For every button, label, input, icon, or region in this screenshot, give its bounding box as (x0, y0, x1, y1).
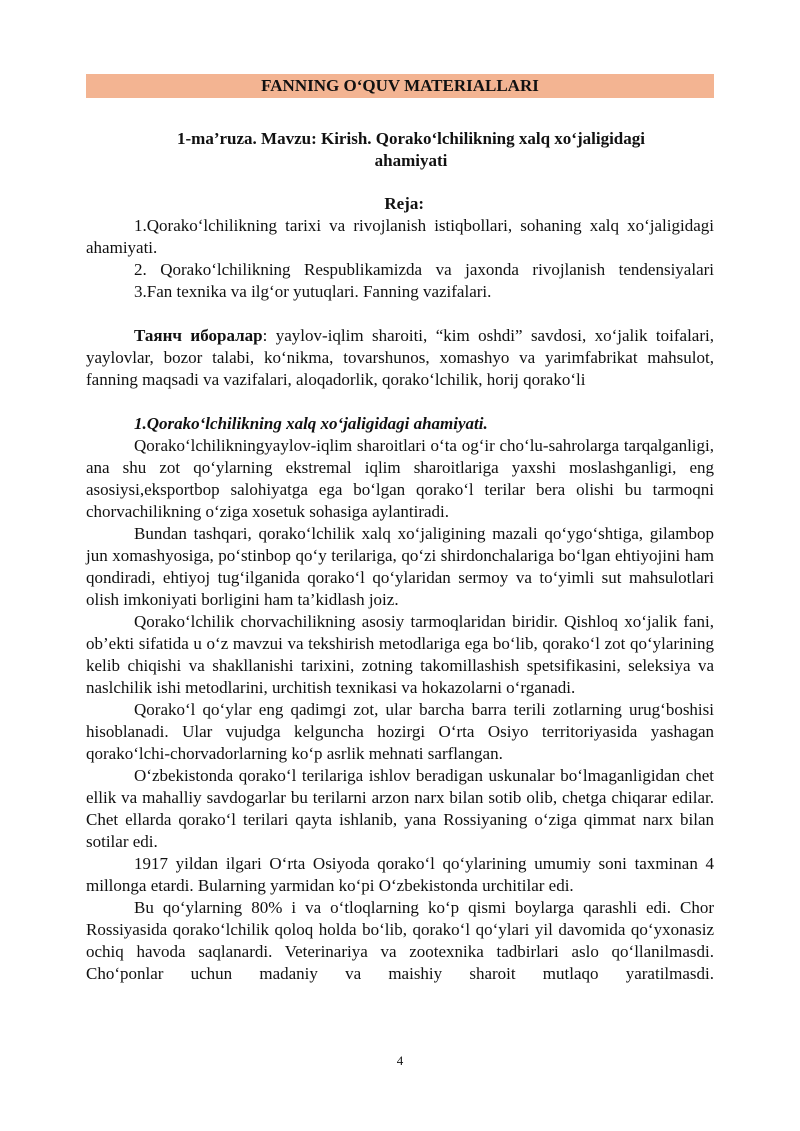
body-paragraph-7: Bu qo‘ylarning 80% i va o‘tloqlarning ko‘p qismi boylarga qarashli edi. Chor Rossiyasida qorako‘lchilik qoloq holda bo‘lib, qorako‘l qo‘ylari yil davomida qo‘yxonasiz ochiq havoda saqlanardi. Veterinariya va zootexnika tadbirlari aslo qo‘llanilmasdi. Cho‘ponlar uchun madaniy va maishiy sharoit mutlaqo yaratilmasdi. (86, 898, 714, 983)
body-paragraph-6: 1917 yildan ilgari O‘rta Osiyoda qorako‘l qo‘ylarining umumiy soni taxminan 4 millonga etardi. Bularning yarmidan ko‘pi O‘zbekistonda urchitilar edi. (86, 854, 714, 895)
spacer (86, 303, 714, 325)
body-paragraph-5: O‘zbekistonda qorako‘l terilariga ishlov beradigan uskunalar bo‘lmaganligidan chet ellik va mahalliy savdogarlar bu terilarni arzon narx bilan sotib olib, chetga chiqarar edilar. Chet ellarda qorako‘l terilari qayta ishlanib, yana Rossiyaning o‘ziga qimmat narx bilan sotilar edi. (86, 766, 714, 851)
lecture-title-line2: ahamiyati (374, 151, 448, 170)
section-banner: FANNING O‘QUV MATERIALLARI (86, 74, 714, 98)
keywords-text: : yaylov-iqlim sharoiti, “kim oshdi” savdosi, xo‘jalik toifalari, yaylovlar, bozor talabi, ko‘nikma, tovarshunos, xomashyo va yarimfabrikat mahsulot, fanning maqsadi va vazifalari, aloqadorlik, qorako‘lchilik, horij qorako‘li (86, 326, 714, 389)
keywords-label: Таянч иборалар (134, 326, 263, 345)
body-paragraph-2: Bundan tashqari, qorako‘lchilik xalq xo‘jaligining mazali qo‘ygo‘shtiga, gilambop jun xomashyosiga, po‘stinbop qo‘y terilariga, qo‘zi shirdonchalariga bo‘lgan ehtiyojini ham qondiradi, ehtiyoj tug‘ilganida qorako‘l qo‘ylaridan sermoy va to‘yimli sut mahsulotlari olish imkoniyati borligini ham ta’kidlash joiz. (86, 524, 714, 609)
body-paragraph-4: Qorako‘l qo‘ylar eng qadimgi zot, ular barcha barra terili zotlarning urug‘boshisi hisoblanadi. Ular vujudga kelguncha hozirgi O‘rta Osiyo territoriyasida yashagan qorako‘lchi-chorvadorlarning ko‘p asrlik mehnati sarflangan. (86, 700, 714, 763)
plan-item-1: 1.Qorako‘lchilikning tarixi va rivojlanish istiqbollari, sohaning xalq xo‘jaligidagi ahamiyati. (86, 216, 714, 257)
section-heading (86, 413, 714, 435)
lecture-title (86, 128, 714, 172)
body-paragraph-3: Qorako‘lchilik chorvachilikning asosiy tarmoqlaridan biridir. Qishloq xo‘jalik fani, ob’ekti sifatida u o‘z mavzui va tekshirish metodlariga ega bo‘lib, qorako‘l zot qo‘ylarining kelib chiqishi va shakllanishi tarixini, zotning takomillashish spetsifikasini, seleksiya va naslchilik ishi metodlarini, urchitish texnikasi va hokazolarni o‘rganadi. (86, 612, 714, 697)
keywords-paragraph (86, 325, 714, 391)
document-page (86, 74, 714, 985)
lecture-title-line1: 1-ma’ruza. Mavzu: Kirish. Qorako‘lchilikning xalq xo‘jaligidagi (177, 129, 645, 148)
plan-item-3: 3.Fan texnika va ilg‘or yutuqlari. Fanning vazifalari. (134, 282, 492, 301)
page-number: 4 (396, 1053, 404, 1068)
spacer (86, 391, 714, 413)
section-title: 1.Qorako‘lchilikning xalq xo‘jaligidagi ahamiyati. (134, 414, 488, 433)
body-paragraph-1: Qorako‘lchilikningyaylov-iqlim sharoitlari o‘ta og‘ir cho‘lu-sahrolarga tarqalganligi, ana shu zot qo‘ylarning ekstremal iqlim sharoitlariga yaxshi moslashganligi, eng asosiysi,eksportbop salohiyatga ega bo‘lgan qorako‘l terilar bera olishi bu tarmoqni chorvachilikning o‘ziga xosetuk sohasiga aylantiradi. (86, 436, 714, 521)
plan-heading: Reja: (384, 194, 424, 213)
plan-item-2: 2. Qorako‘lchilikning Respublikamizda va jaxonda rivojlanish tendensiyalari (134, 260, 714, 279)
